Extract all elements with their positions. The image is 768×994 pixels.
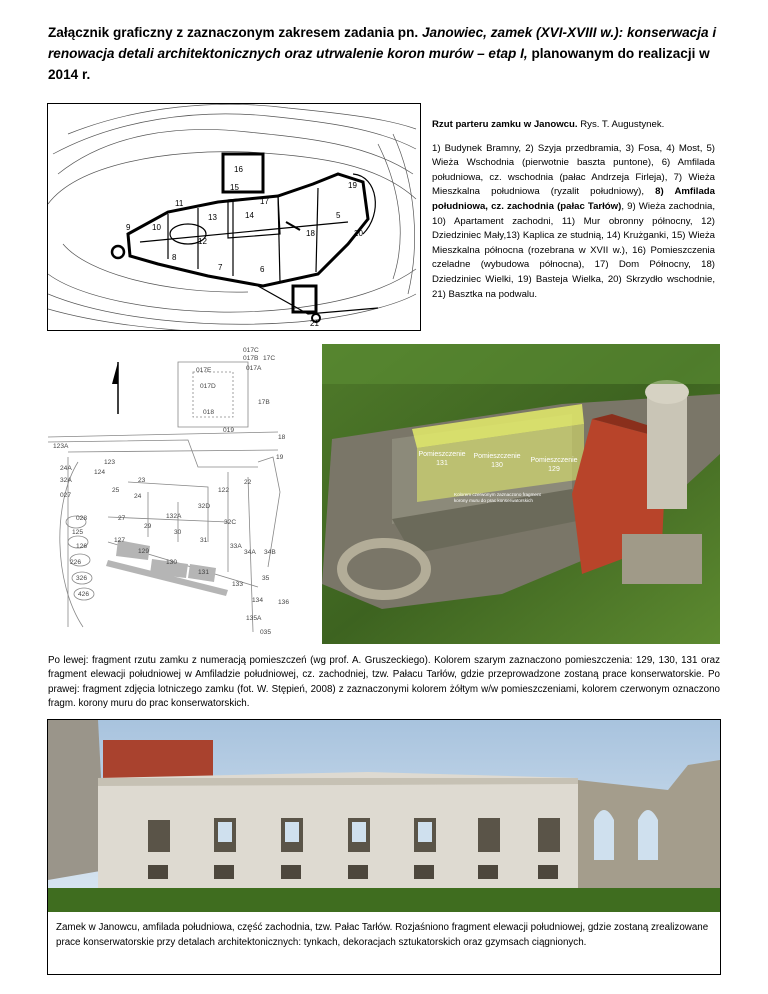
aerial-room-130-name: Pomieszczenie <box>473 453 521 460</box>
plan-number: 10 <box>152 223 161 232</box>
room-label: 30 <box>174 529 182 536</box>
ground-floor-plan <box>47 103 421 331</box>
plan-caption <box>432 118 715 311</box>
plan-number: 20 <box>354 229 363 238</box>
plan-caption-heading: Rzut parteru zamku w Janowcu. Rys. T. Augustynek. <box>432 119 665 130</box>
aerial-note-line-2: korony muru do prac konserwatorskich <box>454 498 533 503</box>
room-label: 426 <box>78 591 90 598</box>
plan-number: 18 <box>306 229 315 238</box>
middle-caption: Po lewej: fragment rzutu zamku z numeracją pomieszczeń (wg prof. A. Gruszeckiego). Kolorem szarym zaznaczono pomieszczenia: 129, 130, 131 oraz fragment elewacji południowej w Amfiladzie południowej, cz. zachodniej, tzw. Pałacu Tarłów, gdzie przeprowadzone zostaną prace konserwatorskie. Po prawej: fragment zdjęcia lotniczego zamku (fot. W. Stępień, 2008) z zaznaczonymi kolorem żółtym w/w pomieszczeniami, kolorem czerwonym oznaczono fragm. korony muru do prac konserwatorskich. <box>48 655 720 710</box>
title-task-name: Janowiec, zamek (XVI-XVIII w.): konserwacja i renowacja detali architektonicznych oraz utrwalenie koron murów – etap I, <box>48 25 717 61</box>
plan-legend: 1) Budynek Bramny, 2) Szyja przedbramia, 3) Fosa, 4) Most, 5) Wieża Wschodnia (pierwotnie baszta puntone), 6) Amfilada południowa, cz. wschodnia (pałac Andrzeja Firleja), 7) Wieża Mieszkalna południowa (ryzalit południowy), 8) Amfilada południowa, cz. zachodnia (pałac Tarłów), 9) Wieża zachodnia, 10) Apartament zachodni, 11) Mur obronny północny, 12) Dziedziniec Mały,13) Kaplica ze studnią, 14) Krużganki, 15) Wieża Mieszkalna północna (rozebrana w XVII w.), 16) Pomieszczenia czeladne (wybudowa północna), 17) Dom Północny, 18) Dziedziniec Wielki, 19) Basteja Wielka, 20) Skrzydło wschodnie, 21) Basztka na podwalu. <box>432 142 715 300</box>
room-label: 124 <box>94 469 106 476</box>
room-label: 035 <box>260 629 272 636</box>
room-label: 133 <box>232 581 244 588</box>
plan-number: 15 <box>230 183 239 192</box>
room-label: 028 <box>76 515 88 522</box>
aerial-photo <box>322 344 720 644</box>
room-label: 017D <box>200 383 216 390</box>
room-label: 018 <box>203 409 215 416</box>
room-label: 32A <box>60 477 72 484</box>
aerial-room-129-number: 129 <box>548 466 560 473</box>
plan-number: 6 <box>260 265 265 274</box>
plan-number: 21 <box>310 319 319 328</box>
plan-number: 11 <box>175 199 184 208</box>
room-label: 017A <box>246 365 262 372</box>
room-label: 123 <box>104 459 116 466</box>
plan-number: 5 <box>336 211 341 220</box>
room-label: 25 <box>112 487 120 494</box>
room-label: 33A <box>230 543 242 550</box>
title-prefix: Załącznik graficzny z zaznaczonym zakresem zadania pn. <box>48 25 422 40</box>
title-suffix: planowanym do realizacji w 2014 r. <box>48 46 710 82</box>
plan-number: 14 <box>245 211 254 220</box>
room-label: 17B <box>258 399 270 406</box>
room-label: 126 <box>76 543 88 550</box>
room-label: 19 <box>276 454 284 461</box>
room-label: 027 <box>60 492 72 499</box>
room-label: 34B <box>264 549 276 556</box>
room-label: 29 <box>144 523 152 530</box>
room-label: 31 <box>200 537 208 544</box>
aerial-note-line-1: Kolorem czerwonym zaznaczono fragment <box>454 492 541 497</box>
room-label: 134 <box>252 597 264 604</box>
room-label: 017E <box>196 367 212 374</box>
room-label: 017C <box>243 347 259 354</box>
room-label: 32C <box>224 519 237 526</box>
room-label: 23 <box>138 477 146 484</box>
room-label: 132A <box>166 513 182 520</box>
plan-number: 8 <box>172 253 177 262</box>
room-label: 24A <box>60 465 72 472</box>
ground-floor-plan-drawing <box>48 104 420 330</box>
aerial-room-130-number: 130 <box>491 462 503 469</box>
room-label: 326 <box>76 575 88 582</box>
room-label: 135A <box>246 615 262 622</box>
room-label: 125 <box>72 529 84 536</box>
room-label: 019 <box>223 427 235 434</box>
room-label: 18 <box>278 434 286 441</box>
room-label: 123A <box>53 443 69 450</box>
aerial-room-129-name: Pomieszczenie <box>530 457 578 464</box>
room-label: 127 <box>114 537 126 544</box>
plan-number: 9 <box>126 223 131 232</box>
room-label: 017B <box>243 355 259 362</box>
room-label: 35 <box>262 575 270 582</box>
bottom-caption: Zamek w Janowcu, amfilada południowa, część zachodnia, tzw. Pałac Tarłów. Rozjaśniono fragment elewacji południowej, gdzie zostaną zrealizowane prace konserwatorskie przy detalach architektonicznych: tynkach, dekoracjach sztukatorskich oraz gzymsach ciągnionych. <box>56 922 709 948</box>
room-label: 17C <box>263 355 276 362</box>
room-label: 136 <box>278 599 290 606</box>
room-label: 226 <box>70 559 82 566</box>
room-label: 130 <box>166 559 178 566</box>
room-label: 24 <box>134 493 142 500</box>
room-label: 34A <box>244 549 256 556</box>
plan-legend-highlight: 8) Amfilada południowa, cz. zachodnia (pałac Tarłów) <box>432 186 715 212</box>
room-label: 27 <box>118 515 126 522</box>
facade-photo-drawing <box>48 720 720 912</box>
aerial-room-131-name: Pomieszczenie <box>418 451 466 458</box>
room-label: 122 <box>218 487 230 494</box>
plan-number: 17 <box>260 197 269 206</box>
plan-number: 13 <box>208 213 217 222</box>
aerial-photo-drawing <box>322 344 720 644</box>
fragment-plan <box>48 342 312 642</box>
plan-number: 12 <box>198 237 207 246</box>
room-label: 22 <box>244 479 252 486</box>
plan-number: 7 <box>218 263 223 272</box>
room-label: 131 <box>198 569 210 576</box>
page-title <box>48 22 728 85</box>
room-label: 129 <box>138 548 150 555</box>
plan-number: 19 <box>348 181 357 190</box>
facade-photo <box>48 720 720 912</box>
aerial-room-131-number: 131 <box>436 460 448 467</box>
fragment-plan-drawing <box>48 342 312 642</box>
plan-number: 16 <box>234 165 243 174</box>
room-label: 32D <box>198 503 211 510</box>
